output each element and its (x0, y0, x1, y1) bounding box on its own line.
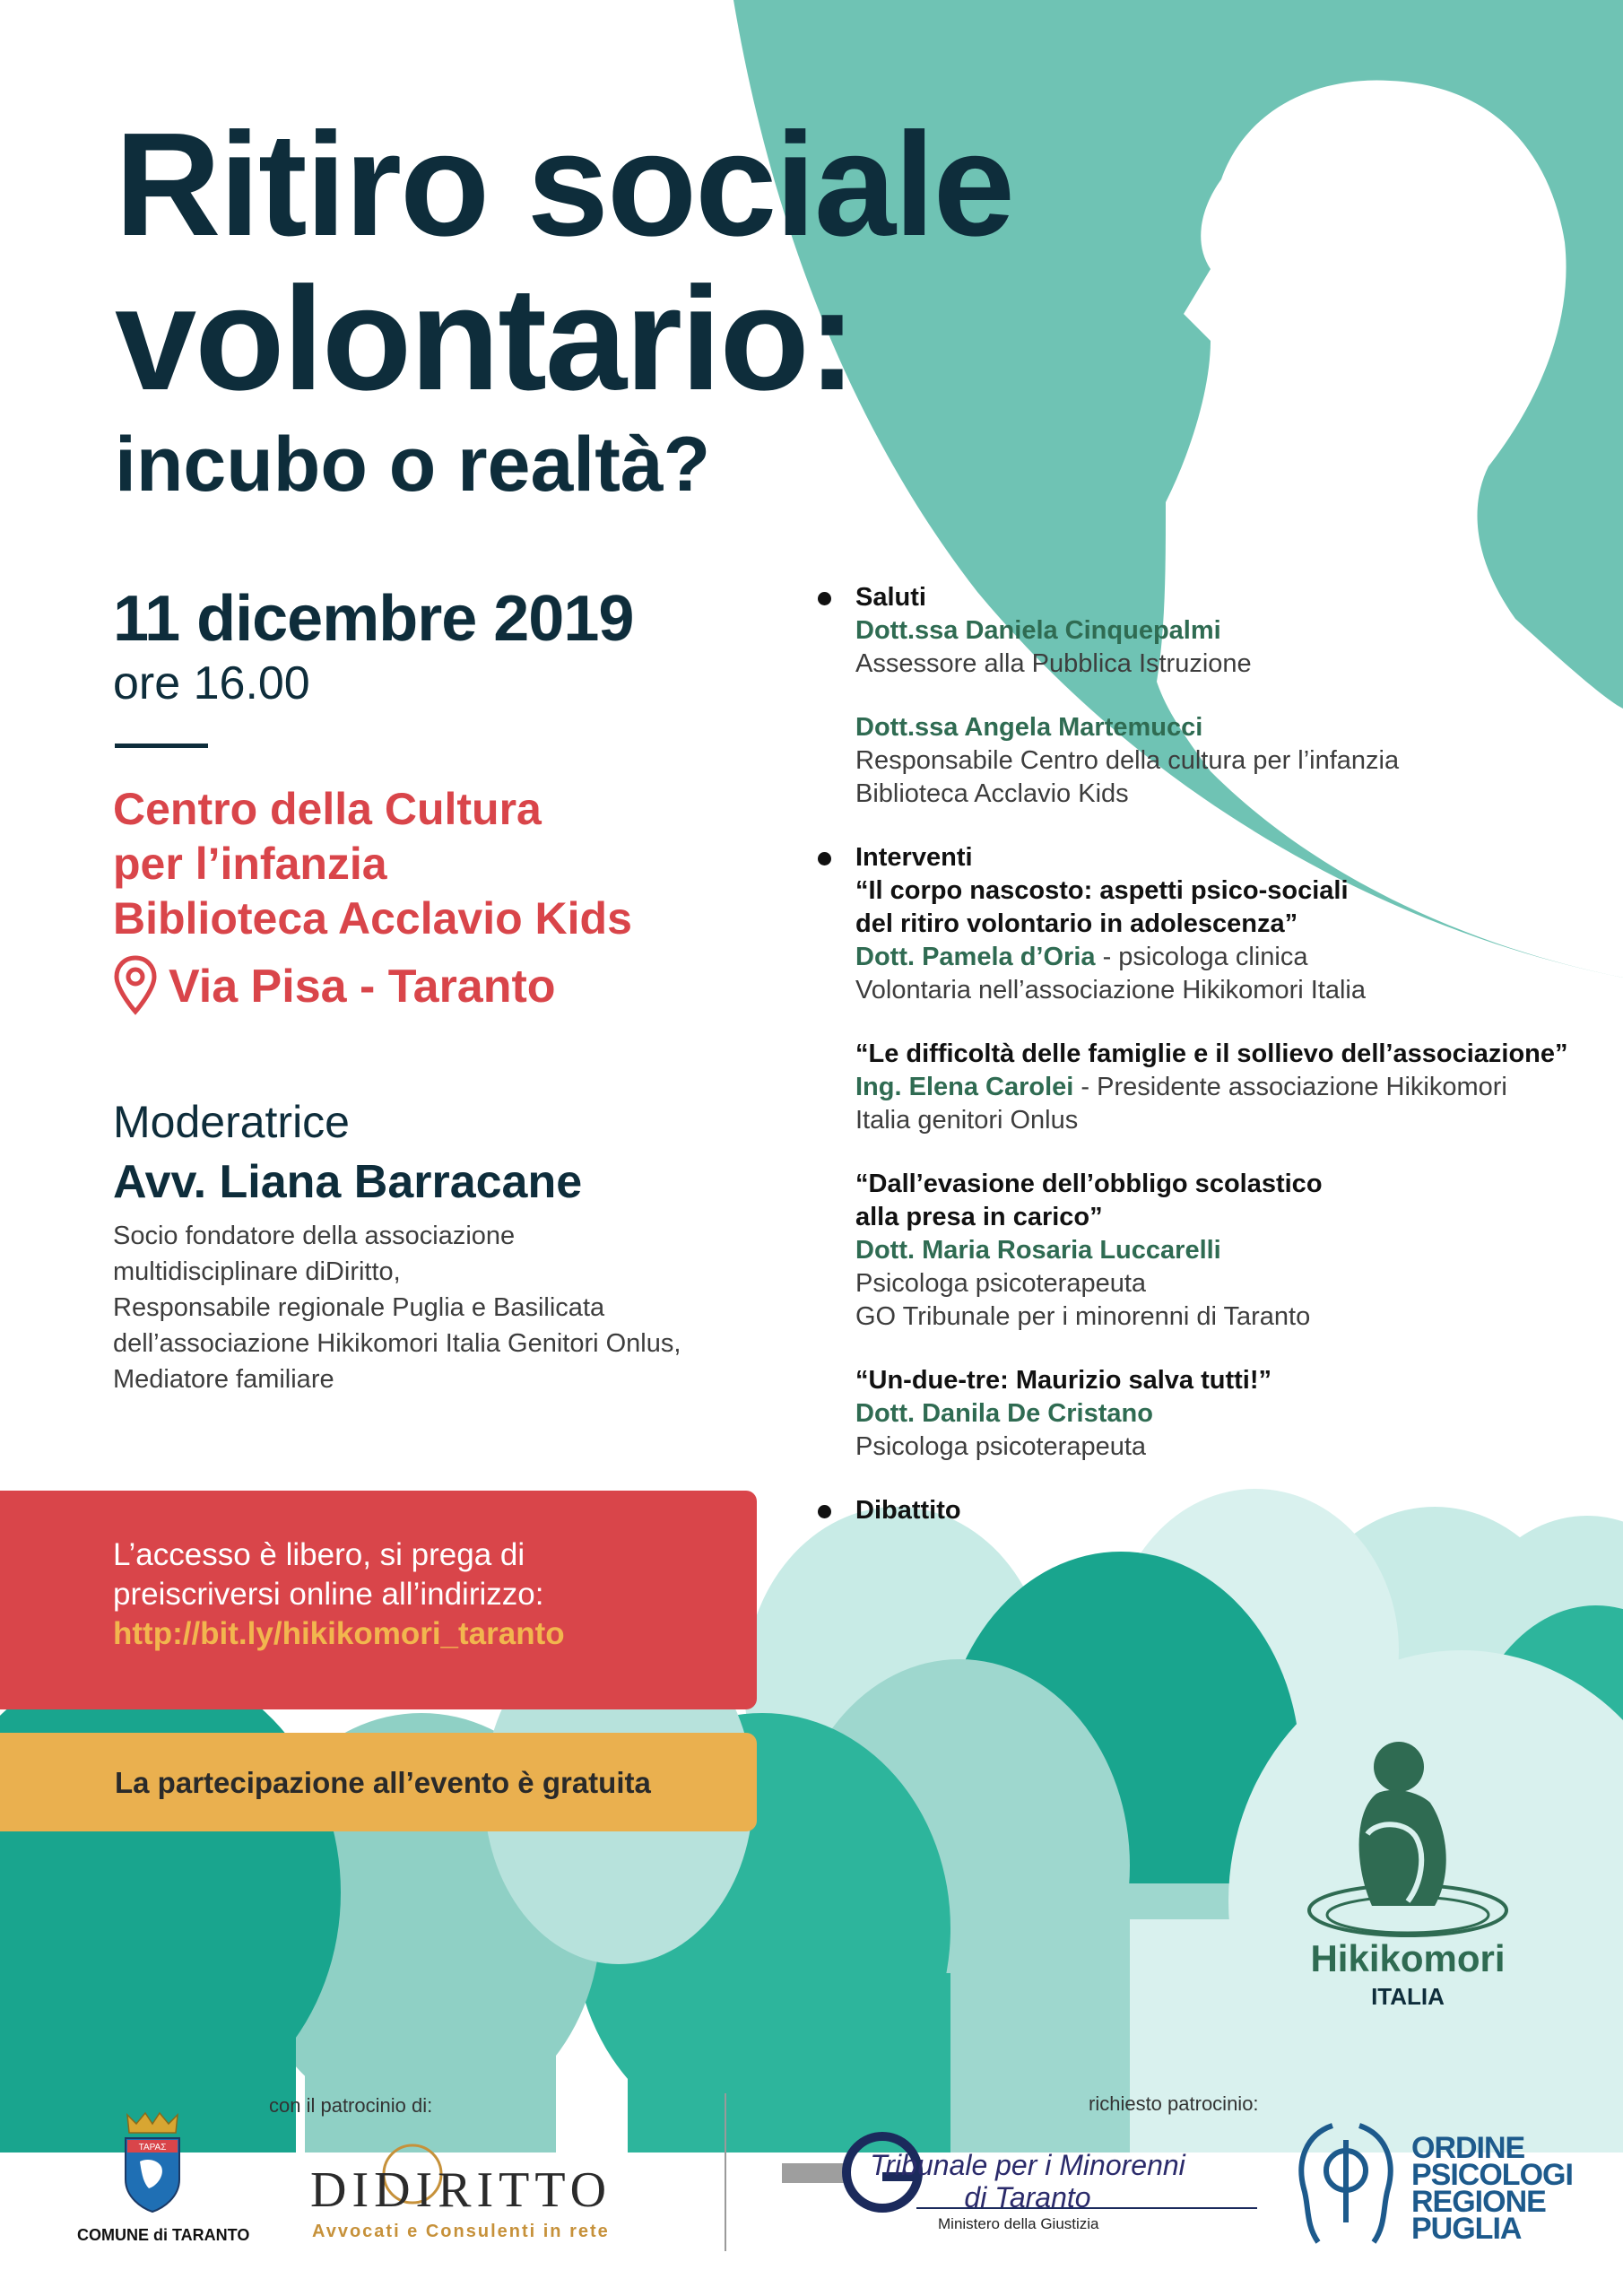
program-section-saluti (814, 581, 1603, 811)
poster-subtitle: incubo o realtà? (115, 422, 711, 508)
bullet-icon (818, 852, 831, 865)
speaker-role: GO Tribunale per i minorenni di Taranto (855, 1302, 1311, 1331)
ordine-line: REGIONE (1411, 2185, 1546, 2219)
tribunale-line: Tribunale per i Minorenni (870, 2149, 1185, 2181)
speaker-role: - Presidente associazione Hikikomori (1073, 1073, 1507, 1101)
location-pin-icon (113, 954, 158, 1017)
speaker-role: Biblioteca Acclavio Kids (855, 779, 1129, 808)
speaker-role: Psicologa psicoterapeuta (855, 1432, 1147, 1461)
program-section-interventi (814, 841, 1603, 1464)
registration-line: preiscriversi online all’indirizzo: (113, 1577, 544, 1612)
event-time: ore 16.00 (113, 657, 310, 709)
talk-title: “Un-due-tre: Maurizio salva tutti!” (855, 1366, 1272, 1395)
footer-divider (725, 2093, 726, 2251)
title-line-2: volontario: (115, 257, 855, 421)
speaker-role: Volontaria nell’associazione Hikikomori Italia (855, 976, 1366, 1004)
ordine-psicologi-emblem-icon (1288, 2117, 1404, 2251)
requested-patronage-label: richiesto patrocinio: (1089, 2092, 1259, 2115)
didiritto-tagline: Avvocati e Consulenti in rete (312, 2222, 610, 2241)
ordine-line: PUGLIA (1411, 2212, 1522, 2246)
moderator-description-line: dell’associazione Hikikomori Italia Genitori Onlus, (113, 1329, 681, 1358)
tribunale-ministry: Ministero della Giustizia (938, 2215, 1099, 2232)
event-address: Via Pisa - Taranto (169, 961, 556, 1013)
moderator-description-line: Socio fondatore della associazione (113, 1222, 516, 1250)
talk-title: “Le difficoltà delle famiglie e il sollievo dell’associazione” (855, 1039, 1568, 1068)
ordine-line: ORDINE (1411, 2131, 1525, 2165)
registration-link[interactable]: http://bit.ly/hikikomori_taranto (113, 1616, 565, 1651)
speaker-role: Italia genitori Onlus (855, 1106, 1079, 1135)
talk-title: “Dall’evasione dell’obbligo scolastico (855, 1170, 1323, 1198)
hikikomori-sub: ITALIA (1371, 1983, 1445, 2010)
speaker-role: Assessore alla Pubblica Istruzione (855, 649, 1252, 678)
moderator-description-line: Mediatore familiare (113, 1365, 334, 1394)
free-notice-text: La partecipazione all’evento è gratuita (115, 1766, 651, 1799)
talk-title: “Il corpo nascosto: aspetti psico-sociali (855, 876, 1349, 905)
moderator-description-line: Responsabile regionale Puglia e Basilicata (113, 1293, 605, 1322)
section-heading: Dibattito (855, 1496, 961, 1525)
title-line-1: Ritiro sociale (115, 102, 1013, 266)
section-heading: Saluti (855, 583, 926, 612)
ordine-psicologi-text (1411, 2131, 1573, 2246)
venue-line: Centro della Cultura (113, 784, 542, 834)
divider-line (115, 744, 208, 748)
tribunale-title (866, 2149, 1189, 2213)
moderator-label: Moderatrice (113, 1097, 350, 1147)
registration-text (113, 1535, 565, 1654)
speaker-name: Dott.ssa Daniela Cinquepalmi (855, 616, 1221, 645)
talk-title: alla presa in carico” (855, 1203, 1103, 1231)
talk-title: del ritiro volontario in adolescenza” (855, 909, 1298, 938)
speaker-name: Dott. Pamela d’Oria (855, 943, 1096, 971)
speaker-role: - psicologa clinica (1095, 943, 1308, 971)
event-venue (113, 782, 632, 946)
speaker-name: Ing. Elena Carolei (855, 1073, 1074, 1101)
event-date: 11 dicembre 2019 (113, 583, 634, 655)
speaker-role: Responsabile Centro della cultura per l’infanzia (855, 746, 1400, 775)
hikikomori-name: Hikikomori (1310, 1937, 1506, 1979)
program-list (814, 581, 1603, 1558)
patronage-label: con il patrocinio di: (269, 2094, 433, 2117)
didiritto-logo-text: DIDIRITTO (310, 2162, 612, 2218)
speaker-name: Dott. Danila De Cristano (855, 1399, 1153, 1428)
tribunale-line: di Taranto (964, 2181, 1091, 2213)
comune-crest-icon (117, 2108, 188, 2215)
registration-line: L’accesso è libero, si prega di (113, 1537, 525, 1572)
poster-title (115, 102, 1013, 421)
venue-line: per l’infanzia (113, 839, 387, 889)
speaker-name: Dott.ssa Angela Martemucci (855, 713, 1203, 742)
moderator-name: Avv. Liana Barracane (113, 1156, 583, 1208)
program-section-dibattito (814, 1494, 1603, 1527)
moderator-description-line: multidisciplinare diDiritto, (113, 1257, 401, 1286)
speaker-name: Dott. Maria Rosaria Luccarelli (855, 1236, 1221, 1265)
moderator-description (113, 1218, 681, 1397)
venue-line: Biblioteca Acclavio Kids (113, 893, 632, 944)
ordine-line: PSICOLOGI (1411, 2158, 1573, 2192)
bullet-icon (818, 1505, 831, 1518)
bullet-icon (818, 592, 831, 605)
section-heading: Interventi (855, 843, 973, 872)
crest-text: ΤΑΡΑΣ (138, 2143, 167, 2152)
comune-label: COMUNE di TARANTO (77, 2226, 250, 2244)
speaker-role: Psicologa psicoterapeuta (855, 1269, 1147, 1298)
